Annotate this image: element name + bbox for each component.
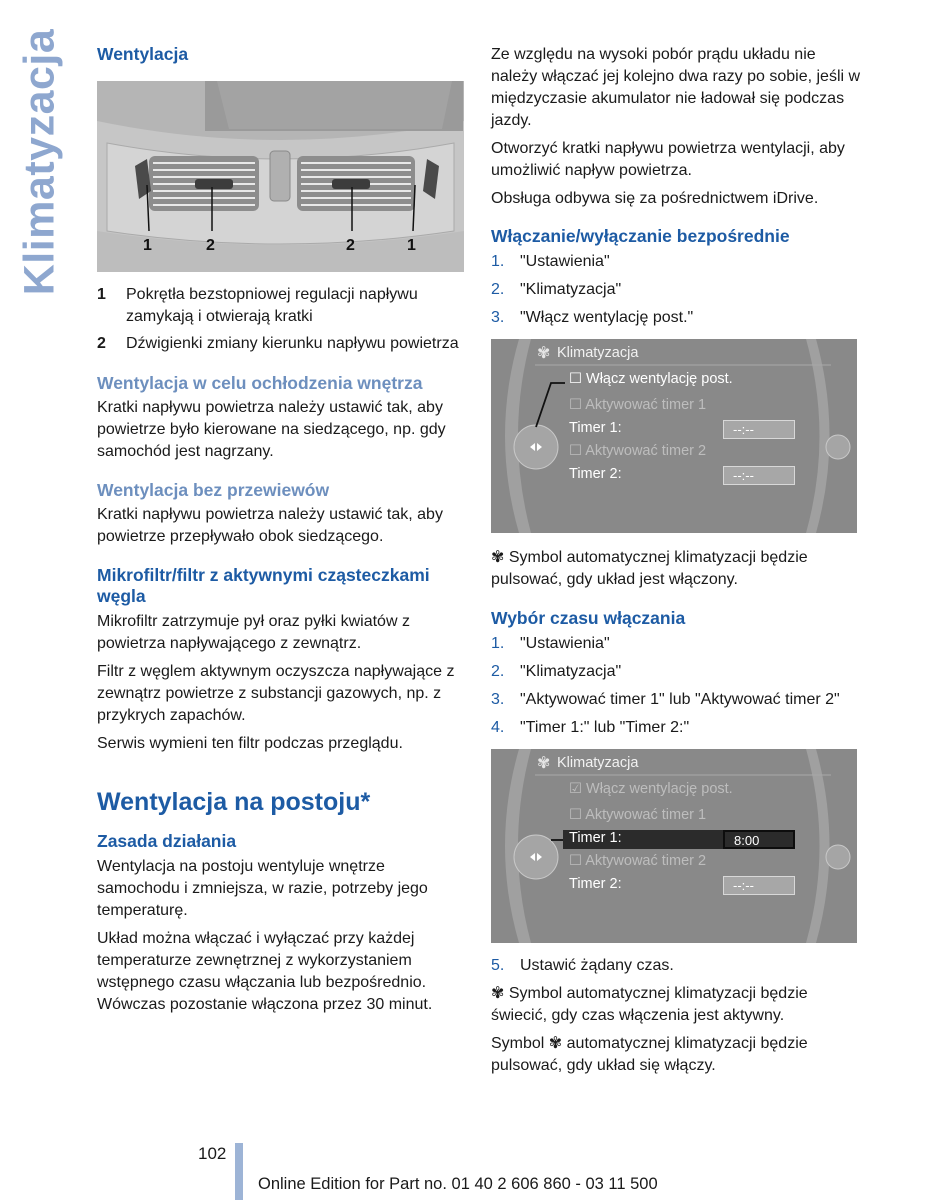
principle-paragraph-1: Wentylacja na postoju wentyluje wnętrze samochodu i zmniejsza, w razie, potrzeby jego temperaturę. [97,858,428,919]
page-number: 102 [198,1144,227,1163]
menu-item-timer-1[interactable]: Timer 1: [569,830,622,846]
list-item: 5. Ustawić żądany czas. [491,957,674,974]
legend-number: 1 [97,286,106,303]
list-item: 1. "Ustawienia" [491,253,610,270]
list-item: 3. "Włącz wentylację post." [491,309,694,326]
symbol-note-2: ✾ Symbol automatycznej klimatyzacji będzie świecić, gdy czas włączenia jest aktywny. [491,985,808,1024]
no-draft-paragraph: Kratki napływu powietrza należy ustawić tak, aby powietrze przepływało obok siedzącego. [97,506,443,545]
time-steps-list [491,633,863,739]
parking-ventilation-heading: Wentylacja na postoju* [97,788,371,816]
menu-item-activate-timer-1[interactable]: ☐ Aktywować timer 1 [569,397,707,413]
footer-accent-bar [235,1143,243,1200]
intro-paragraph-1: Ze względu na wysoki pobór prądu układu nie należy włączać jej kolejno dwa razy po sobie, jeśli w międzyczasie akumulator nie ładował się podczas jazdy. [491,46,861,129]
screen-header: Klimatyzacja [557,755,639,771]
timer-2-value[interactable]: --:-- [723,876,795,895]
idrive-screen-1 [491,339,857,533]
legend-number: 2 [97,335,106,352]
filter-heading: Mikrofiltr/filtr z aktywnymi cząsteczkami węgla [97,565,430,606]
figure-label-2-right: 2 [346,237,355,254]
list-item: 3. "Aktywować timer 1" lub "Aktywować timer 2" [491,691,840,708]
air-vents-illustration [97,81,464,272]
climate-icon: ✾ [537,755,551,772]
intro-paragraph-2: Otworzyć kratki napływu powietrza wentylacji, aby umożliwić napływ powietrza. [491,140,845,179]
timer-1-value[interactable]: --:-- [723,420,795,439]
right-column [491,44,863,1083]
side-chapter-tab [15,28,64,296]
time-selection-heading: Wybór czasu włączania [491,608,686,628]
menu-item-activate-timer-2[interactable]: ☐ Aktywować timer 2 [569,443,707,459]
list-item: 2. "Klimatyzacja" [491,663,622,680]
menu-item-timer-1[interactable]: Timer 1: [569,420,622,436]
symbol-note-1: ✾ Symbol automatycznej klimatyzacji będzie pulsować, gdy układ jest włączony. [491,549,808,588]
climate-icon: ✾ [537,345,551,362]
symbol-note-3: Symbol ✾ automatycznej klimatyzacji będzie pulsować, gdy układ się włączy. [491,1035,808,1074]
figure-legend [97,284,465,355]
idrive-screen-2 [491,749,857,943]
side-chapter-label: Klimatyzacja [15,28,64,296]
cooling-heading: Wentylacja w celu ochłodzenia wnętrza [97,373,423,393]
direct-steps-list [491,251,863,329]
figure-label-1-right: 1 [407,237,416,254]
menu-item-activate-timer-2[interactable]: ☐ Aktywować timer 2 [569,853,707,869]
menu-item-activate-timer-1[interactable]: ☐ Aktywować timer 1 [569,807,707,823]
list-item: 1. "Ustawienia" [491,635,610,652]
menu-item-timer-2[interactable]: Timer 2: [569,876,622,892]
list-item: 2. "Klimatyzacja" [491,281,622,298]
edition-note: Online Edition for Part no. 01 40 2 606 860 - 03 11 500 [258,1175,658,1193]
menu-item-parking-ventilation[interactable]: ☐ Włącz wentylację post. [569,371,733,387]
filter-paragraph-2: Filtr z węglem aktywnym oczyszcza napływające z zewnątrz powietrze z substancji gazowych, np. z przykrych zapachów. [97,663,455,724]
filter-paragraph-3: Serwis wymieni ten filtr podczas przeglądu. [97,735,403,752]
legend-item [97,284,465,328]
timer-2-value[interactable]: --:-- [723,466,795,485]
cooling-paragraph: Kratki napływu powietrza należy ustawić tak, aby powietrze było kierowane na siedzącego, np. gdy samochód jest nagrzany. [97,399,446,460]
figure-label-1-left: 1 [143,237,152,254]
principle-paragraph-2: Układ można włączać i wyłączać przy każdej temperaturze zewnętrznej z wykorzystaniem wstępnego czasu włączania lub bezpośrednio. Wówczas pozostanie włączona przez 30 minut. [97,930,433,1013]
idrive-frame [491,749,857,943]
no-draft-heading: Wentylacja bez przewiewów [97,480,330,500]
figure-label-2-left: 2 [206,237,215,254]
left-column [97,44,465,1022]
ventilation-heading: Wentylacja [97,44,189,64]
menu-item-timer-2[interactable]: Timer 2: [569,466,622,482]
screen-header: Klimatyzacja [557,345,639,361]
direct-switch-heading: Włączanie/wyłączanie bezpośrednie [491,226,790,246]
air-vents-photo [97,81,464,272]
intro-paragraph-3: Obsługa odbywa się za pośrednictwem iDrive. [491,190,819,207]
filter-paragraph-1: Mikrofiltr zatrzymuje pył oraz pyłki kwiatów z powietrza napływającego z zewnątrz. [97,613,410,652]
principle-heading: Zasada działania [97,831,237,851]
legend-item [97,333,465,355]
idrive-frame [491,339,857,533]
list-item: 4. "Timer 1:" lub "Timer 2:" [491,719,690,736]
legend-text: Pokrętła bezstopniowej regulacji napływu zamykają i otwierają kratki [126,286,418,325]
timer-1-value[interactable]: 8:00 [723,830,795,849]
menu-item-parking-ventilation[interactable]: ☑ Włącz wentylację post. [569,781,733,797]
final-step-list [491,955,863,977]
legend-text: Dźwigienki zmiany kierunku napływu powietrza [126,335,459,352]
